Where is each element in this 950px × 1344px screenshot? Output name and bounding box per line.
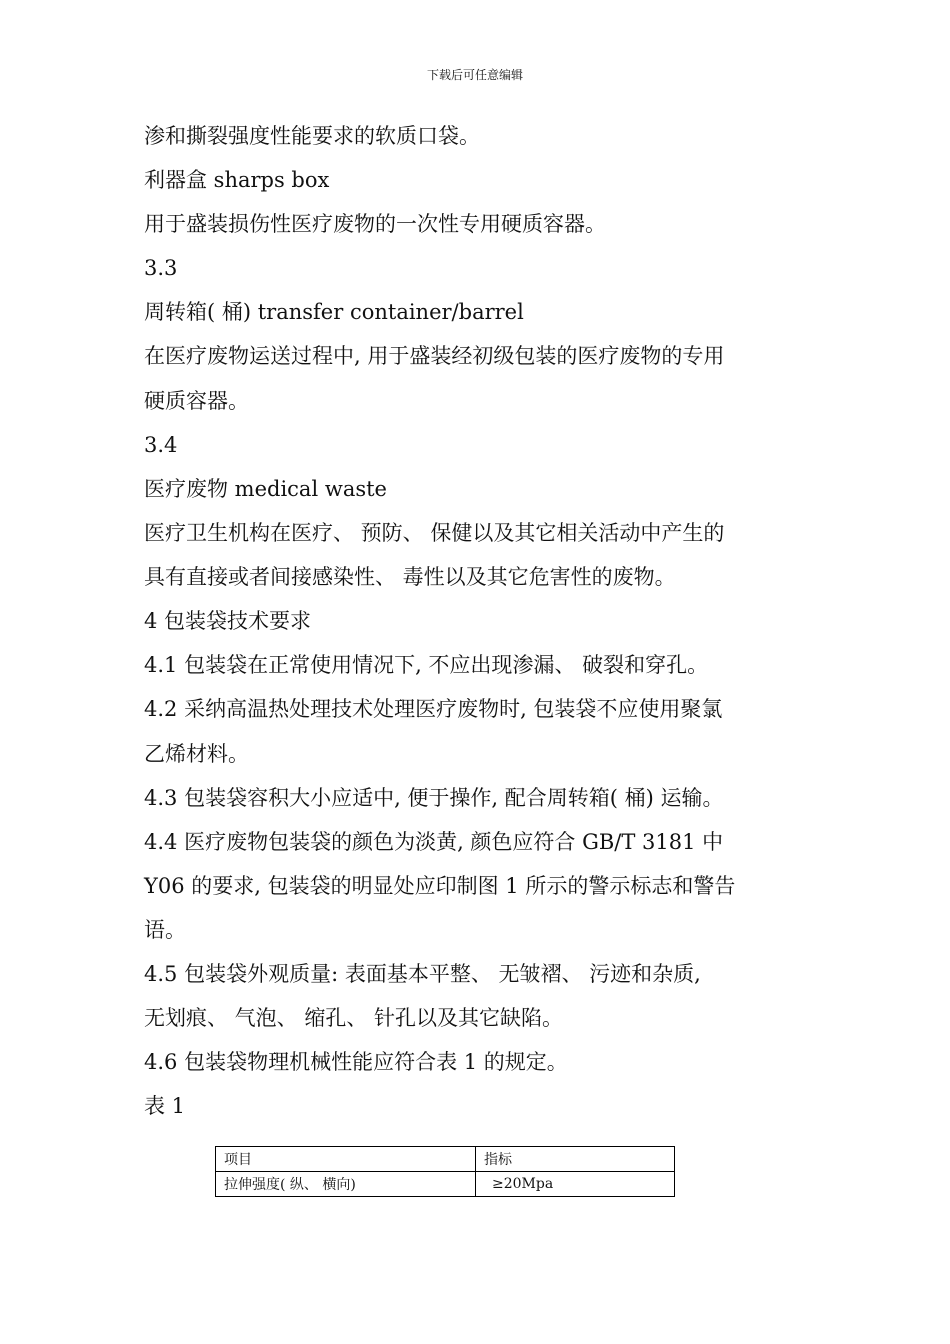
- text-line: 硬质容器。: [144, 389, 249, 413]
- text-line: 语。: [144, 918, 186, 942]
- section-number: 3.3: [144, 256, 178, 280]
- text-line: 乙烯材料。: [144, 742, 249, 766]
- text-line: 4.2 采纳高温热处理技术处理医疗废物时, 包装袋不应使用聚氯: [144, 697, 723, 721]
- text-line: 4.4 医疗废物包装袋的颜色为淡黄, 颜色应符合 GB/T 3181 中: [144, 830, 724, 854]
- text-line: 周转箱( 桶) transfer container/barrel: [144, 300, 524, 324]
- text-line: 利器盒 sharps box: [144, 168, 330, 192]
- text-line: 4.5 包装袋外观质量: 表面基本平整、 无皱褶、 污迹和杂质,: [144, 962, 701, 986]
- table-header-cell: 指标: [476, 1147, 675, 1172]
- table-caption: 表 1: [144, 1094, 186, 1118]
- text-line: 医疗卫生机构在医疗、 预防、 保健以及其它相关活动中产生的: [144, 521, 725, 545]
- text-line: 4.6 包装袋物理机械性能应符合表 1 的规定。: [144, 1050, 568, 1074]
- table-cell: ≥20Mpa: [476, 1172, 675, 1197]
- table-row: [216, 1172, 675, 1197]
- text-line: 4.3 包装袋容积大小应适中, 便于操作, 配合周转箱( 桶) 运输。: [144, 786, 724, 810]
- text-line: 在医疗废物运送过程中, 用于盛装经初级包装的医疗废物的专用: [144, 344, 725, 368]
- text-line: 医疗废物 medical waste: [144, 477, 387, 501]
- table-cell: 拉伸强度( 纵、 横向): [216, 1172, 476, 1197]
- section-number: 3.4: [144, 433, 178, 457]
- page-header: 下载后可任意编辑: [426, 68, 523, 82]
- text-line: 4.1 包装袋在正常使用情况下, 不应出现渗漏、 破裂和穿孔。: [144, 653, 709, 677]
- section-heading: 4 包装袋技术要求: [144, 609, 312, 633]
- text-line: 用于盛装损伤性医疗废物的一次性专用硬质容器。: [144, 212, 606, 236]
- text-line: 具有直接或者间接感染性、 毒性以及其它危害性的废物。: [144, 565, 676, 589]
- spec-table: [215, 1146, 675, 1197]
- text-line: 无划痕、 气泡、 缩孔、 针孔以及其它缺陷。: [144, 1006, 564, 1030]
- table-header-row: [216, 1147, 675, 1172]
- text-line: Y06 的要求, 包装袋的明显处应印制图 1 所示的警示标志和警告: [144, 874, 736, 898]
- table-header-cell: 项目: [216, 1147, 476, 1172]
- text-line: 渗和撕裂强度性能要求的软质口袋。: [144, 124, 480, 148]
